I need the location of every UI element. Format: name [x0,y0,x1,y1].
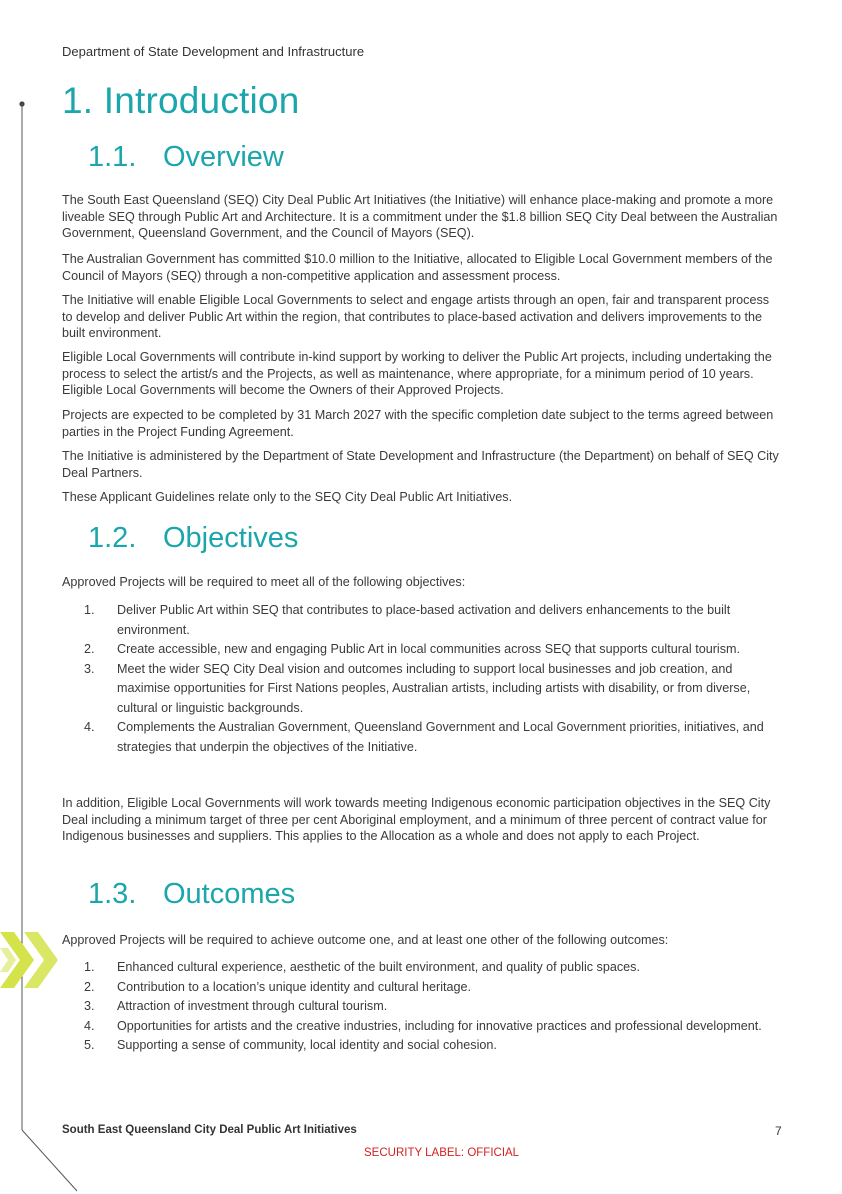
paragraph: Eligible Local Governments will contribute in-kind support by working to deliver the Public Art projects, including undertaking the process to select the artist/s and the Projects, as well as maintenance, where appropriate, for a minimum period of 10 years. Eligible Local Governments will become the Owners of their Approved Projects. [62,350,772,397]
list-item [62,958,784,978]
list-text: Complements the Australian Government, Queensland Government and Local Government priorities, initiatives, and strategies that underpin the objectives of the Initiative. [117,720,764,754]
list-item [62,660,784,719]
paragraph: Approved Projects will be required to meet all of the following objectives: [62,575,466,589]
list-number: 1. [84,603,95,617]
list-item [62,997,784,1017]
subsection-title: Overview [163,141,284,173]
paragraph: The Initiative is administered by the Department of State Development and Infrastructure (the Department) on behalf of SEQ City Deal Partners. [62,449,779,480]
list-number: 1. [84,960,95,974]
subsection-heading-objectives [88,522,298,555]
list-text: Enhanced cultural experience, aesthetic of the built environment, and quality of public spaces. [117,960,640,974]
list-item [62,640,784,660]
chevron-icon [0,932,34,988]
list-number: 2. [84,979,95,994]
list-number: 4. [84,1018,95,1033]
paragraph: The South East Queensland (SEQ) City Deal Public Art Initiatives (the Initiative) will enhance place-making and promote a more liveable SEQ through Public Art and Architecture. It is a commitment under the $1.8 billion SEQ City Deal between the Australian Government, Queensland Government, and the Council of Mayors (SEQ). [62,193,778,240]
subsection-title: Outcomes [163,878,296,910]
list-item [62,718,784,757]
subsection-heading-overview [88,141,284,174]
margin-diagonal-line [22,1130,77,1191]
subsection-number: 1.3. [88,878,137,910]
page-header: Department of State Development and Infrastructure [62,44,365,59]
subsection-number: 1.2. [88,522,137,554]
security-label: SECURITY LABEL: OFFICIAL [364,1147,520,1159]
list-text: Attraction of investment through cultural tourism. [117,999,388,1013]
list-text: Meet the wider SEQ City Deal vision and outcomes including to support local businesses and job creation, and maximise opportunities for First Nations peoples, Australian artists, including artists with disability, or from diverse, cultural or linguistic backgrounds. [117,661,751,715]
paragraph: The Australian Government has committed $10.0 million to the Initiative, allocated to Eligible Local Government members of the Council of Mayors (SEQ) through a non-competitive application and assessment process. [62,252,773,283]
paragraph: In addition, Eligible Local Governments will work towards meeting Indigenous economic participation objectives in the SEQ City Deal including a minimum target of three per cent Aboriginal employment, and a minimum of three percent of contract value for Indigenous businesses and suppliers. This applies to the Allocation as a whole and does not apply to each Project. [62,796,771,843]
list-item [62,601,784,640]
list-item [62,1036,784,1056]
list-number: 3. [84,661,95,676]
paragraph: These Applicant Guidelines relate only to the SEQ City Deal Public Art Initiatives. [62,490,513,504]
paragraph: Approved Projects will be required to achieve outcome one, and at least one other of the following outcomes: [62,933,669,947]
outcomes-list [62,958,784,1056]
list-number: 4. [84,720,95,734]
list-text: Opportunities for artists and the creative industries, including for innovative practices and professional development. [117,1018,762,1033]
list-text: Deliver Public Art within SEQ that contributes to place-based activation and delivers enhancements to the built environment. [117,603,731,637]
list-text: Create accessible, new and engaging Public Art in local communities across SEQ that supports cultural tourism. [117,642,740,656]
list-item [62,1017,784,1037]
list-number: 2. [84,642,95,656]
subsection-number: 1.1. [88,141,137,173]
subsection-heading-outcomes [88,878,295,911]
list-text: Supporting a sense of community, local identity and social cohesion. [117,1038,497,1052]
list-number: 3. [84,999,95,1013]
page-number: 7 [775,1124,782,1138]
subsection-title: Objectives [163,522,299,554]
chevron-accent-icon [0,948,16,972]
footer-title: South East Queensland City Deal Public Art Initiatives [62,1124,357,1136]
paragraph: Projects are expected to be completed by 31 March 2027 with the specific completion date subject to the terms agreed between parties in the Project Funding Agreement. [62,408,774,439]
list-number: 5. [84,1038,95,1052]
objectives-list [62,601,784,757]
section-heading-introduction: 1. Introduction [62,80,300,121]
paragraph: The Initiative will enable Eligible Local Governments to select and engage artists through an open, fair and transparent process to develop and deliver Public Art within the region, that contributes to place-based activation and delivers improvements to the built environment. [62,293,770,340]
list-item [62,978,784,998]
list-text: Contribution to a location’s unique identity and cultural heritage. [117,979,472,994]
